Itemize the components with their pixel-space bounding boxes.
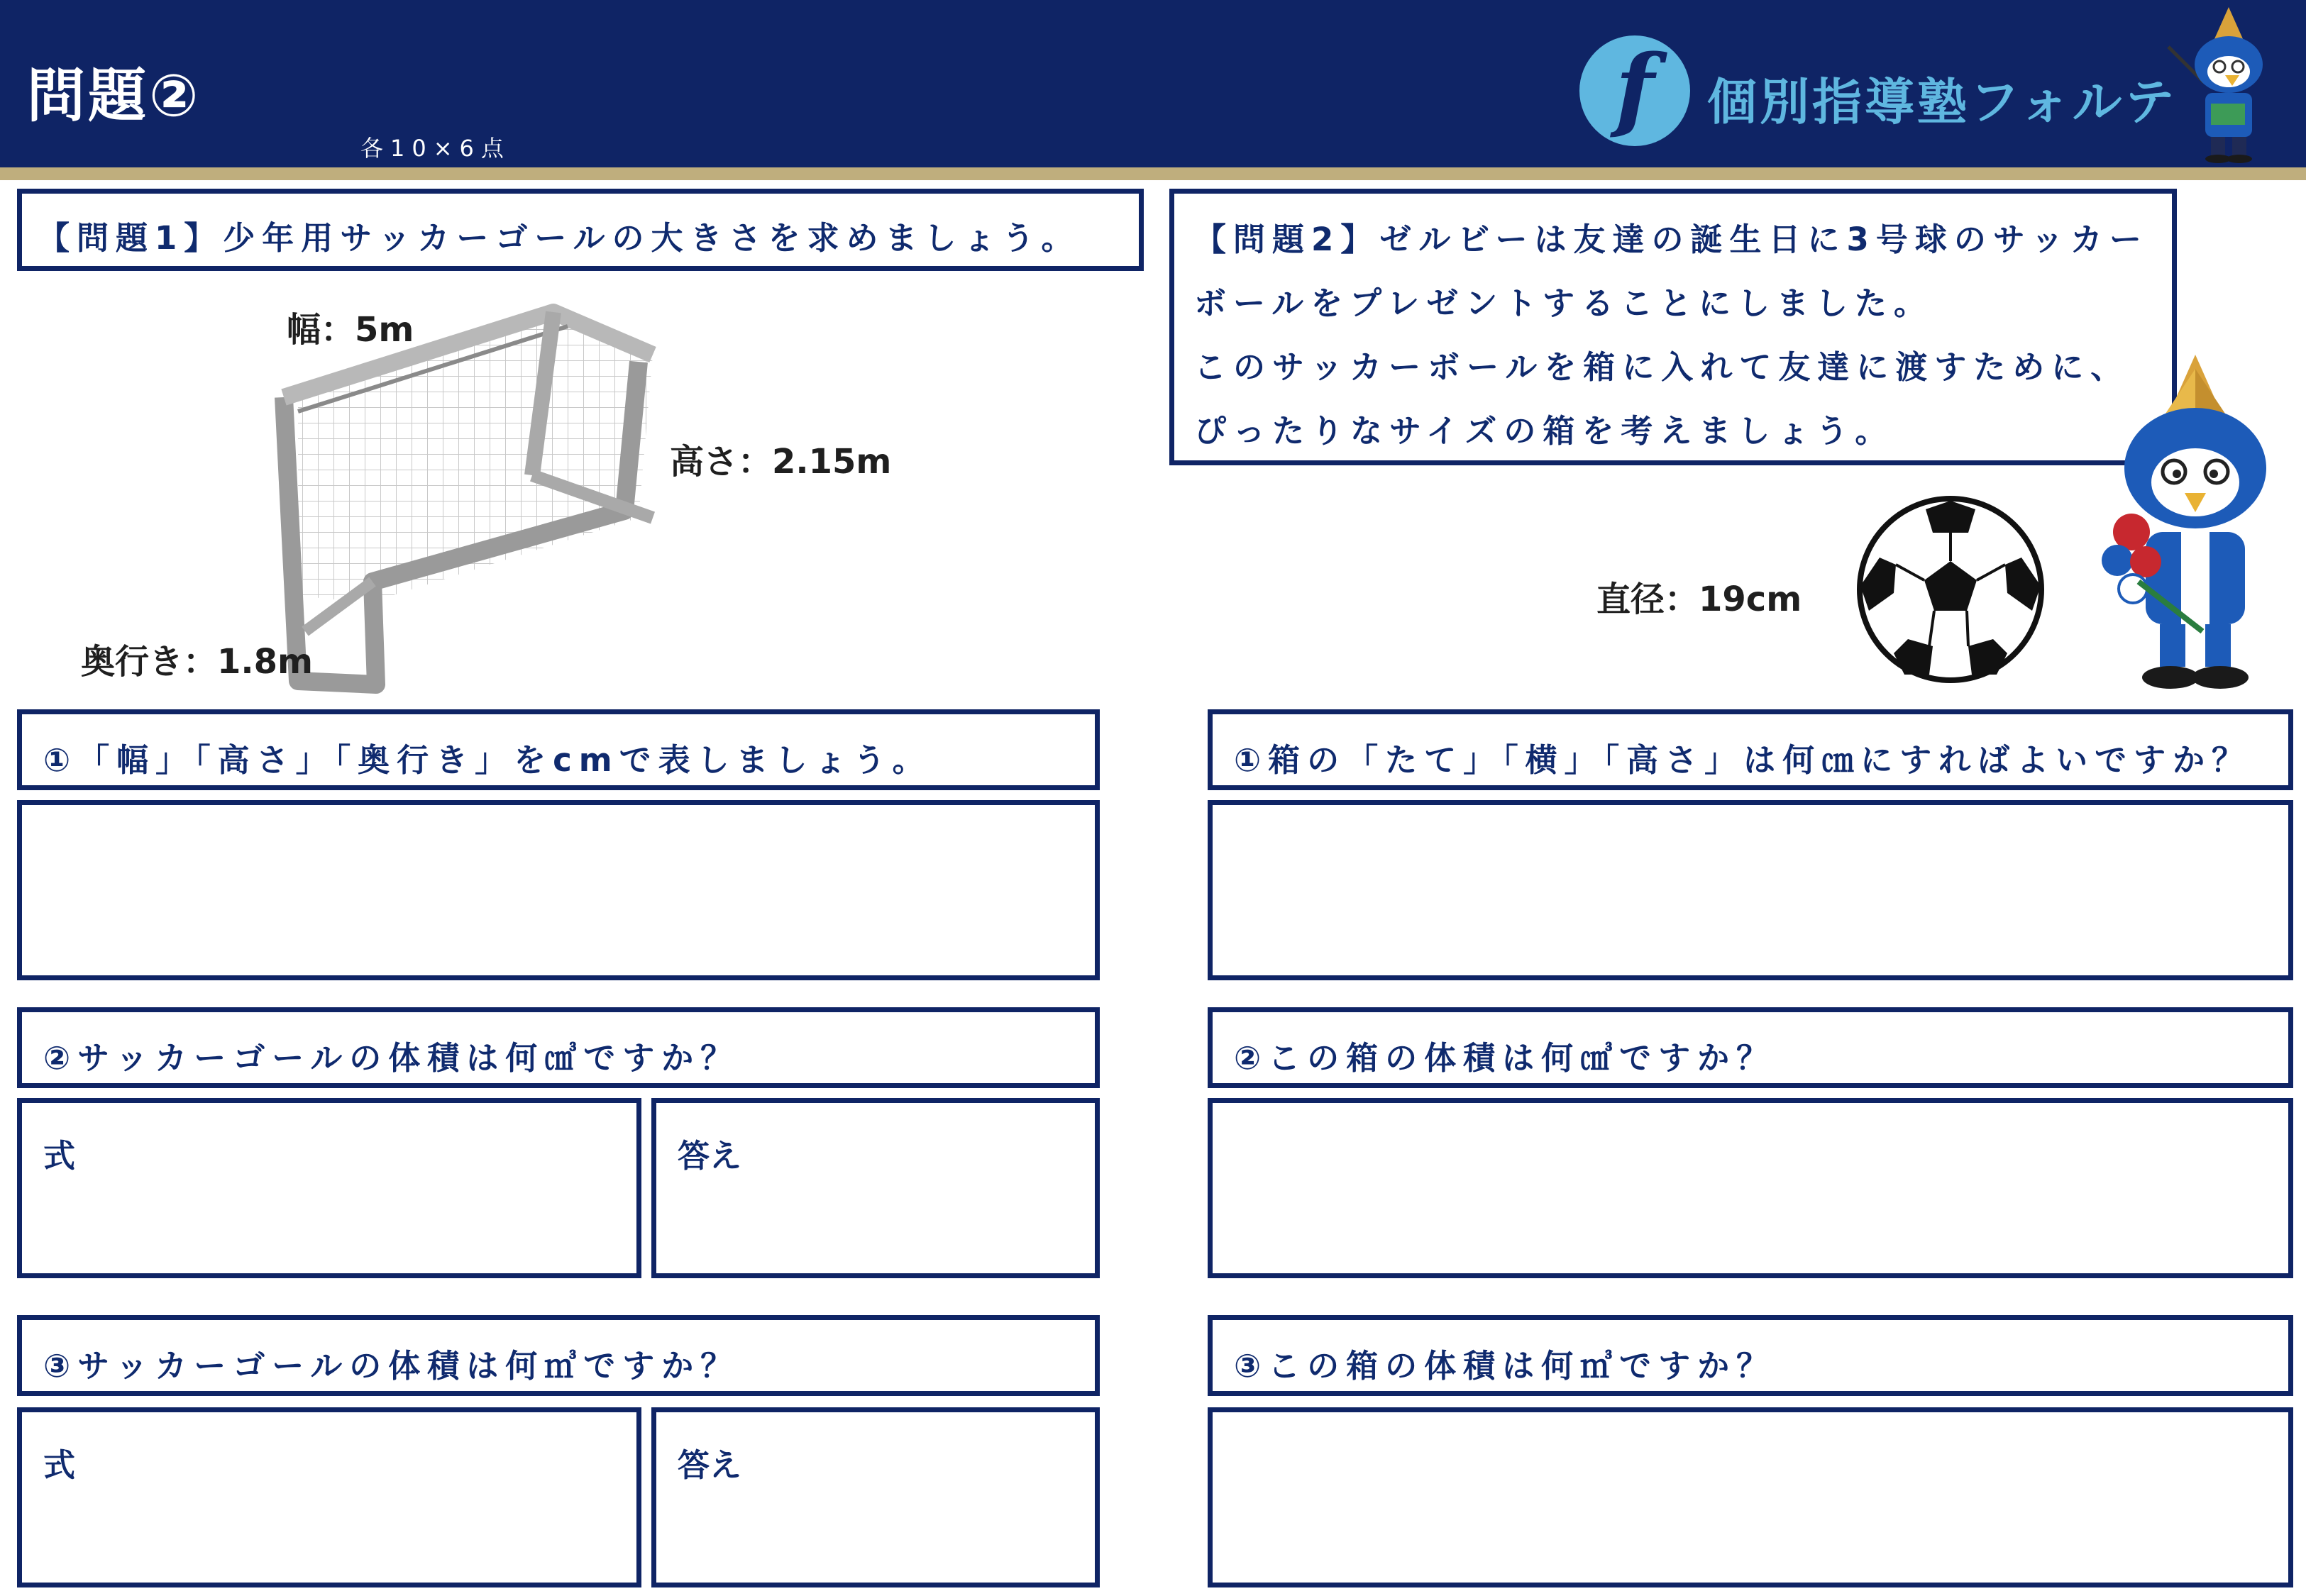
problem1-q3-text: ③サッカーゴールの体積は何㎥ですか？ [43,1347,740,1385]
problem1-q1-answer-box[interactable] [17,800,1100,980]
problem1-heading: 【問題1】少年用サッカーゴールの大きさを求めましょう。 [38,219,1081,257]
problem2-q1-box [1208,709,2293,790]
goal-depth-label: 奥行き：1.8m [81,642,314,682]
problem2-q3-box [1208,1315,2293,1396]
problem2-heading-line-4: ぴったりなサイズの箱を考えましょう。 [1194,412,1894,450]
problem1-q2-formula-box[interactable] [17,1098,641,1278]
header-divider [0,167,2306,180]
formula-label: 式 [43,1446,76,1484]
problem1-q2-answer-box[interactable] [651,1098,1100,1278]
problem2-q1-answer-box[interactable] [1208,800,2293,980]
problem2-heading-line-3: このサッカーボールを箱に入れて友達に渡すために、 [1194,348,2130,386]
answer-label: 答え [678,1446,742,1484]
soccer-ball-illustration [1855,494,2046,685]
problem2-q2-text: ②この箱の体積は何㎤ですか？ [1234,1039,1776,1077]
problem1-q2-text: ②サッカーゴールの体積は何㎤ですか？ [43,1039,740,1077]
problem2-q1-text: ①箱の「たて」「横」「高さ」は何㎝にすればよいですか？ [1234,741,2251,779]
ball-diameter-label: 直径：19cm [1596,580,1802,619]
problem2-q2-box [1208,1007,2293,1088]
problem1-q1-text: ①「幅」「高さ」「奥行き」をcmで表しましょう。 [43,741,932,779]
problem2-heading-line-2: ボールをプレゼントすることにしました。 [1194,284,1933,322]
answer-label: 答え [678,1137,742,1175]
problem1-q2-box [17,1007,1100,1088]
problem1-q3-box [17,1315,1100,1396]
goal-height-label: 高さ：2.15m [670,442,892,482]
brand-name: 個別指導塾フォルテ [1707,73,2178,131]
brand-logo-icon: f [1579,35,1690,146]
score-note: 各10×6点 [360,135,511,162]
mascot-flowers-illustration [2089,355,2302,695]
goal-width-label: 幅：5m [287,310,414,350]
page-title: 問題② [27,62,202,130]
problem2-q3-text: ③この箱の体積は何㎥ですか？ [1234,1347,1776,1385]
soccer-goal-illustration [255,298,681,695]
formula-label: 式 [43,1137,76,1175]
problem2-q3-answer-box[interactable] [1208,1407,2293,1587]
problem1-q3-answer-box[interactable] [651,1407,1100,1587]
problem1-q3-formula-box[interactable] [17,1407,641,1587]
problem2-heading-line-1: 【問題2】ゼルビーは友達の誕生日に3号球のサッカー [1194,221,2148,258]
problem2-heading-box [1169,189,2177,465]
problem1-heading-box [17,189,1144,271]
problem1-q1-box [17,709,1100,790]
mascot-header-icon [2161,4,2296,165]
problem2-q2-answer-box[interactable] [1208,1098,2293,1278]
